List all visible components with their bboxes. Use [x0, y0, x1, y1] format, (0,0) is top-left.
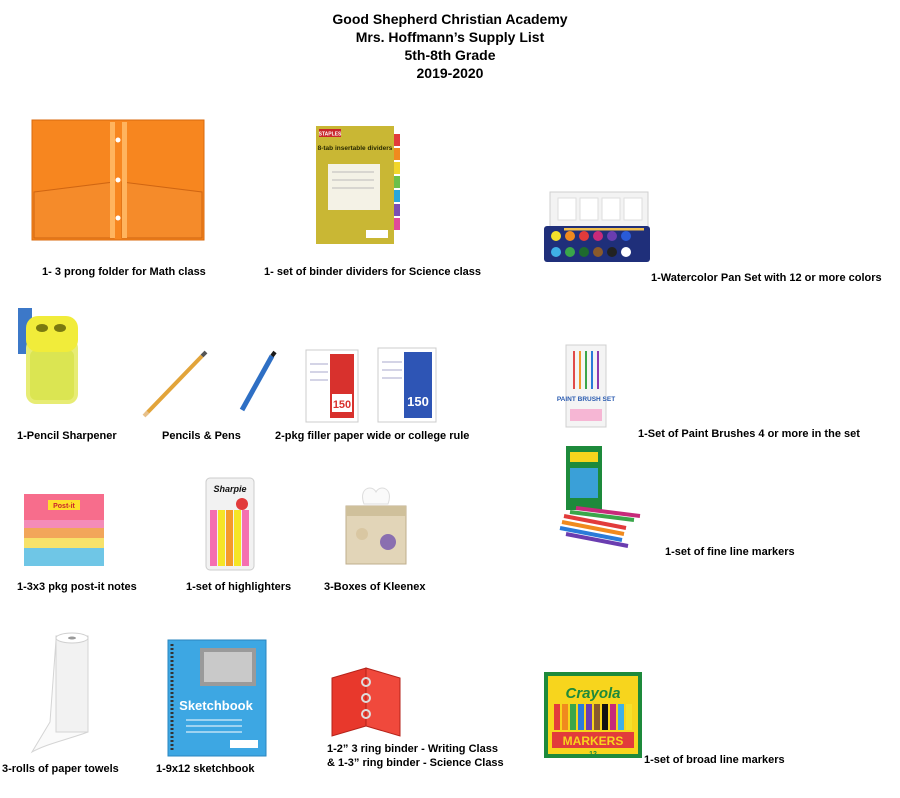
highlighters-image — [206, 478, 254, 570]
pencils-pens-label: Pencils & Pens — [162, 430, 241, 442]
filler-paper-blue-image — [378, 348, 436, 422]
school-year: 2019-2020 — [416, 65, 484, 81]
postit-label: 1-3x3 pkg post-it notes — [17, 581, 137, 593]
fine-markers-label: 1-set of fine line markers — [665, 546, 795, 558]
brushes-title: PAINT BRUSH SET — [556, 396, 616, 403]
paper-count-blue: 150 — [407, 394, 429, 409]
crayola-count: 12 — [589, 751, 597, 758]
sketchbook-image — [168, 640, 266, 756]
sharpie-brand: Sharpie — [213, 484, 247, 494]
paper-towels-image — [26, 632, 102, 754]
filler-paper-label: 2-pkg filler paper wide or college rule — [275, 430, 470, 442]
kleenex-box-image — [342, 484, 410, 566]
page-header — [0, 10, 900, 82]
paper-count-red: 150 — [332, 399, 352, 411]
broad-markers-image — [544, 672, 642, 758]
binder-label-line2: & 1-3” ring binder - Science Class — [327, 757, 504, 769]
sketchbook-title: Sketchbook — [179, 698, 253, 713]
binder-dividers-image — [316, 126, 402, 244]
paint-brushes-image — [556, 345, 616, 427]
dividers-title: 8-tab insertable dividers — [317, 145, 393, 152]
filler-paper-red-image — [306, 350, 358, 422]
postit-notes-image — [20, 490, 108, 570]
binder-label-line1: 1-2” 3 ring binder - Writing Class — [327, 743, 498, 755]
highlighters-label: 1-set of highlighters — [186, 581, 292, 593]
dividers-brand: STAPLES — [318, 131, 342, 138]
paper-towels-label: 3-rolls of paper towels — [2, 763, 119, 775]
list-title: Mrs. Hoffmann’s Supply List — [355, 29, 545, 45]
paint-brushes-label: 1-Set of Paint Brushes 4 or more in the set — [638, 428, 860, 440]
pencil-sharpener-image — [18, 308, 80, 408]
grade-range: 5th-8th Grade — [404, 47, 496, 63]
watercolor-label: 1-Watercolor Pan Set with 12 or more colors — [651, 272, 882, 284]
pen-image — [236, 350, 280, 414]
kleenex-label: 3-Boxes of Kleenex — [324, 581, 426, 593]
crayola-brand: Crayola — [565, 685, 621, 702]
broad-markers-label: 1-set of broad line markers — [644, 754, 785, 766]
watercolor-set-image — [544, 190, 650, 264]
pencil-image — [140, 350, 210, 420]
dividers-label: 1- set of binder dividers for Science class — [264, 266, 482, 278]
crayola-product: MARKERS — [562, 734, 624, 748]
sharpener-label: 1-Pencil Sharpener — [17, 430, 117, 442]
folder-label: 1- 3 prong folder for Math class — [42, 266, 206, 278]
sketchbook-label: 1-9x12 sketchbook — [156, 763, 255, 775]
folder-image — [30, 118, 206, 242]
ring-binder-image — [330, 666, 402, 738]
postit-brand: Post-it — [53, 503, 75, 510]
school-name: Good Shepherd Christian Academy — [332, 11, 568, 27]
fine-markers-image — [556, 446, 642, 550]
